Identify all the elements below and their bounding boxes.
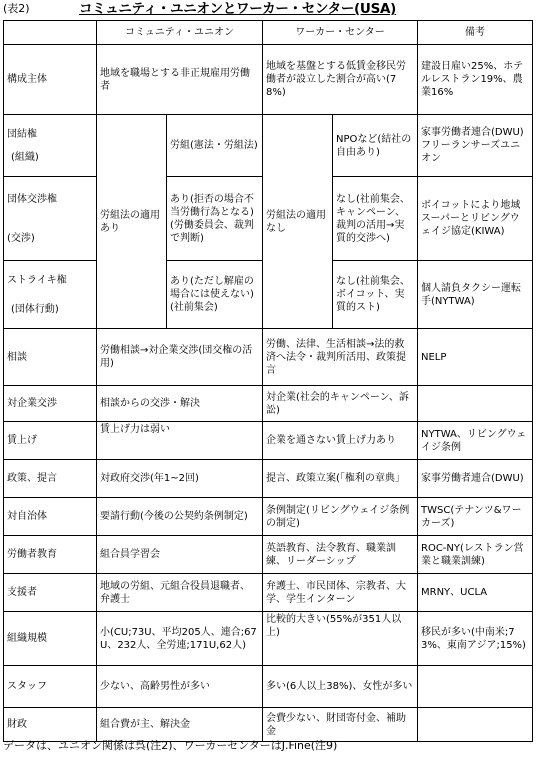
label-wage: 賃上げ: [4, 422, 97, 460]
label-composition: 構成主体: [4, 45, 97, 115]
note-organize: 家事労働者連合(DWU)フリーランサーズユニオン: [418, 115, 533, 177]
union-strike: あり(ただし解雇の場合には使えない)(社前集会): [167, 261, 263, 329]
union-organize: 労組(憲法・労組法): [167, 115, 263, 177]
source-footnote: データは、ユニオン関係は呉(注2)、ワーカーセンターはJ.Fine(注9): [3, 739, 338, 752]
union-consult: 労働相談→対企業交渉(団交権の活用): [97, 329, 263, 386]
note-support: MRNY、UCLA: [418, 574, 533, 612]
union-bargain: あり(拒否の場合不当労働行為となる)(労働委員会、裁判で判断): [167, 177, 263, 261]
note-local: TWSC(テナンツ&ワーカーズ): [418, 498, 533, 536]
label-strike: ストライキ権: [7, 274, 67, 286]
center-bargain: なし(社前集会、キャンペーン、裁判の活用→実質的交渉へ): [333, 177, 418, 261]
row-policy: [4, 460, 533, 498]
header-worker-center: ワーカー・センター: [263, 21, 418, 45]
label-finance: 財政: [4, 708, 97, 742]
note-strike: 個人請負タクシー運転手(NYTWA): [418, 261, 533, 329]
row-composition: [4, 45, 533, 115]
center-strike: なし(社前集会、ボイコット、実質的スト): [333, 261, 418, 329]
center-corp: 対企業(社会的キャンペーン、訴訟): [263, 386, 418, 422]
union-corp: 相談からの交渉・解決: [97, 386, 263, 422]
note-finance: [418, 708, 533, 742]
label-bargain-cell: [4, 177, 97, 261]
label-education: 労働者教育: [4, 536, 97, 574]
header-blank: [4, 21, 97, 45]
note-education: ROC-NY(レストラン営業と職業訓練): [418, 536, 533, 574]
row-local: [4, 498, 533, 536]
center-policy: 提言、政策立案(「権利の章典」: [263, 460, 418, 498]
center-support: 弁護士、市民団体、宗教者、大学、学生インターン: [263, 574, 418, 612]
label-scale: 組織規模: [4, 612, 97, 666]
union-scale: 小(CU;73U、平均205人、連合;67U、232人、全労連;171U,62人): [97, 612, 263, 666]
union-support: 地域の労組、元組合役員退職者、弁護士: [97, 574, 263, 612]
center-labor-law-not-applies: 労組法の適用なし: [263, 115, 333, 329]
row-support: [4, 574, 533, 612]
row-education: [4, 536, 533, 574]
label-organize-sub: (組織): [11, 151, 39, 163]
label-policy: 政策、提言: [4, 460, 97, 498]
center-staff: 多い(6人以上38%)、女性が多い: [263, 666, 418, 708]
label-strike-sub: (団体行動): [11, 303, 59, 315]
center-local: 条例制定(リビングウェイジ条例の制定): [263, 498, 418, 536]
header-row: [4, 21, 533, 45]
note-composition: 建設日雇い25%、ホテルレストラン19%、農業16%: [418, 45, 533, 115]
note-wage: NYTWA、リビングウェイジ条例: [418, 422, 533, 460]
table-number: (表2): [3, 2, 30, 15]
row-staff: [4, 666, 533, 708]
row-wage: [4, 422, 533, 460]
row-scale: [4, 612, 533, 666]
header-community-union: コミュニティ・ユニオン: [97, 21, 263, 45]
label-corp: 対企業交渉: [4, 386, 97, 422]
center-finance: 会費少ない、財団寄付金、補助金: [263, 708, 418, 742]
row-organize: [4, 115, 533, 177]
label-strike-cell: [4, 261, 97, 329]
row-corp: [4, 386, 533, 422]
label-bargain: 団体交渉権: [7, 193, 57, 205]
label-bargain-sub: (交渉): [7, 232, 35, 244]
center-organize: NPOなど(結社の自由あり): [333, 115, 418, 177]
union-staff: 少ない、高齢男性が多い: [97, 666, 263, 708]
label-organize-cell: [4, 115, 97, 177]
center-composition: 地域を基盤とする低賃金移民労働者が設立した割合が高い(78%): [263, 45, 418, 115]
label-support: 支援者: [4, 574, 97, 612]
union-education: 組合員学習会: [97, 536, 263, 574]
union-local: 要請行動(今後の公契約条例制定): [97, 498, 263, 536]
center-scale: 比較的大きい(55%が351人以上): [263, 612, 418, 666]
note-corp: [418, 386, 533, 422]
header-notes: 備考: [418, 21, 533, 45]
union-finance: 組合費が主、解決金: [97, 708, 263, 742]
note-bargain: ボイコットにより地域スーパーとリビングウェイジ協定(KIWA): [418, 177, 533, 261]
label-consult: 相談: [4, 329, 97, 386]
center-wage: 企業を通さない賃上げ力あり: [263, 422, 418, 460]
union-labor-law-applies: 労組法の適用あり: [97, 115, 167, 329]
label-organize: 団結権: [7, 128, 37, 140]
note-staff: [418, 666, 533, 708]
row-finance: [4, 708, 533, 742]
union-policy: 対政府交渉(年1~2回): [97, 460, 263, 498]
union-wage: 賃上げ力は弱い: [97, 422, 263, 460]
comparison-table: [3, 20, 533, 742]
center-consult: 労働、法律、生活相談→法的救済へ法令・裁判所活用、政策提言: [263, 329, 418, 386]
table-title: コミュニティ・ユニオンとワーカー・センター(USA): [79, 1, 397, 17]
note-scale: 移民が多い(中南米;73%、東南アジア;15%): [418, 612, 533, 666]
center-education: 英語教育、法令教育、職業訓練、リーダーシップ: [263, 536, 418, 574]
union-composition: 地域を職場とする非正規雇用労働者: [97, 45, 263, 115]
label-local: 対自治体: [4, 498, 97, 536]
note-policy: 家事労働者連合(DWU): [418, 460, 533, 498]
label-staff: スタッフ: [4, 666, 97, 708]
row-consult: [4, 329, 533, 386]
note-consult: NELP: [418, 329, 533, 386]
